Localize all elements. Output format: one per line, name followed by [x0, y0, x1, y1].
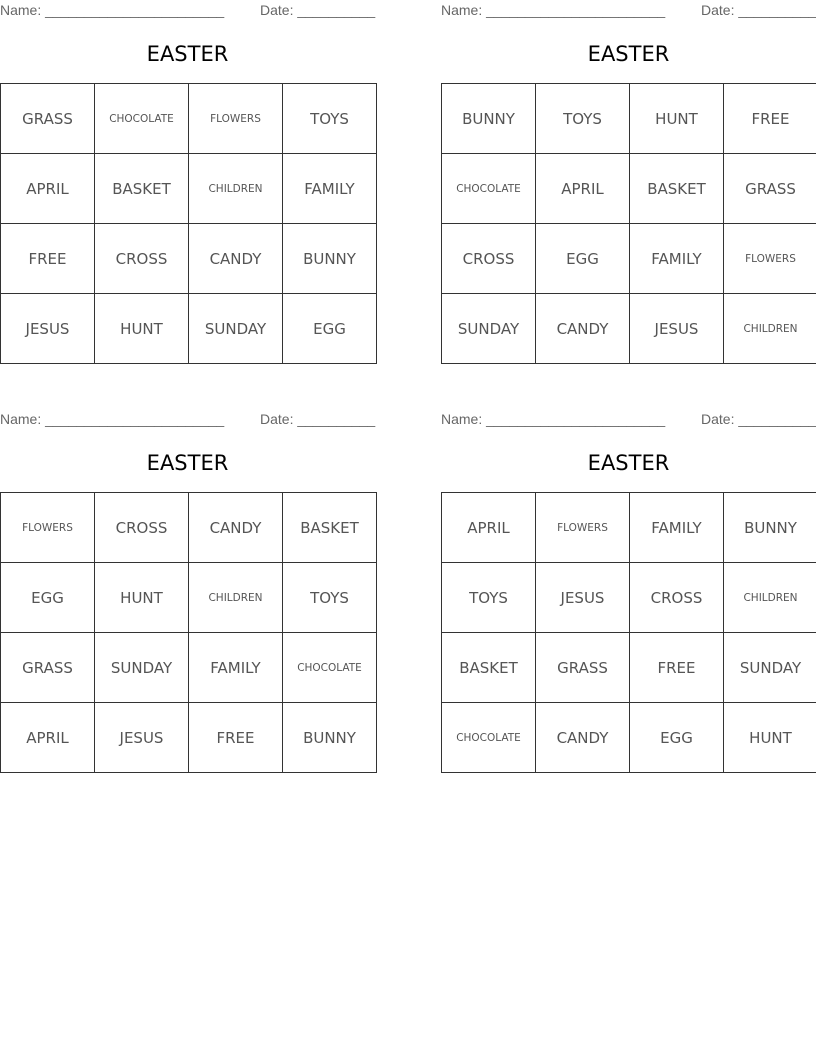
bingo-grid	[441, 83, 816, 364]
grid-cell: TOYS	[283, 563, 377, 633]
date-field[interactable]: Date: __________	[701, 411, 816, 427]
bingo-card-1	[0, 0, 376, 338]
name-field[interactable]: Name: _______________________	[441, 411, 666, 427]
card-title: EASTER	[146, 42, 229, 66]
date-field[interactable]: Date: __________	[260, 2, 376, 18]
grid-cell: CANDY	[189, 224, 283, 294]
grid-cell: TOYS	[283, 84, 377, 154]
grid-cell: SUNDAY	[442, 294, 536, 364]
name-date-row	[441, 409, 816, 431]
grid-cell: CANDY	[189, 493, 283, 563]
grid-cell: JESUS	[1, 294, 95, 364]
grid-row	[1, 563, 377, 633]
grid-cell: FREE	[1, 224, 95, 294]
grid-cell: HUNT	[95, 294, 189, 364]
grid-cell: EGG	[536, 224, 630, 294]
grid-cell: FAMILY	[630, 224, 724, 294]
grid-row	[1, 703, 377, 773]
bingo-card-3	[0, 409, 376, 747]
grid-cell: APRIL	[1, 703, 95, 773]
bingo-grid	[0, 83, 377, 364]
grid-row	[1, 493, 377, 563]
grid-cell: SUNDAY	[189, 294, 283, 364]
grid-cell: EGG	[283, 294, 377, 364]
grid-row	[1, 224, 377, 294]
grid-cell: FAMILY	[283, 154, 377, 224]
grid-row	[1, 633, 377, 703]
grid-cell: APRIL	[442, 493, 536, 563]
grid-cell: FREE	[189, 703, 283, 773]
grid-cell: FLOWERS	[189, 84, 283, 154]
grid-row	[442, 224, 816, 294]
card-title: EASTER	[587, 42, 670, 66]
grid-cell: CHOCOLATE	[95, 84, 189, 154]
grid-row	[1, 294, 377, 364]
grid-cell: APRIL	[536, 154, 630, 224]
grid-cell: FAMILY	[630, 493, 724, 563]
bingo-grid	[0, 492, 377, 773]
card-title: EASTER	[146, 451, 229, 475]
grid-cell: FREE	[630, 633, 724, 703]
grid-cell: CHOCOLATE	[283, 633, 377, 703]
card-title: EASTER	[587, 451, 670, 475]
grid-cell: JESUS	[95, 703, 189, 773]
grid-cell: TOYS	[536, 84, 630, 154]
grid-cell: CANDY	[536, 294, 630, 364]
grid-cell: EGG	[630, 703, 724, 773]
grid-cell: EGG	[1, 563, 95, 633]
grid-row	[442, 633, 816, 703]
grid-cell: HUNT	[630, 84, 724, 154]
grid-row	[442, 84, 816, 154]
grid-cell: CANDY	[536, 703, 630, 773]
grid-cell: FLOWERS	[1, 493, 95, 563]
name-field[interactable]: Name: _______________________	[0, 411, 225, 427]
grid-cell: CROSS	[95, 493, 189, 563]
grid-cell: HUNT	[724, 703, 816, 773]
grid-row	[442, 294, 816, 364]
grid-row	[442, 493, 816, 563]
grid-cell: SUNDAY	[95, 633, 189, 703]
name-field[interactable]: Name: _______________________	[441, 2, 666, 18]
grid-cell: BASKET	[442, 633, 536, 703]
grid-cell: CROSS	[442, 224, 536, 294]
name-field[interactable]: Name: _______________________	[0, 2, 225, 18]
grid-row	[442, 154, 816, 224]
name-date-row	[441, 0, 816, 22]
grid-cell: GRASS	[1, 633, 95, 703]
grid-cell: BASKET	[283, 493, 377, 563]
grid-cell: FREE	[724, 84, 816, 154]
grid-cell: CHOCOLATE	[442, 703, 536, 773]
name-date-row	[0, 0, 375, 22]
grid-cell: JESUS	[630, 294, 724, 364]
grid-cell: TOYS	[442, 563, 536, 633]
grid-cell: CHILDREN	[189, 154, 283, 224]
grid-cell: CHILDREN	[189, 563, 283, 633]
bingo-grid	[441, 492, 816, 773]
grid-cell: CHILDREN	[724, 294, 816, 364]
grid-cell: BUNNY	[724, 493, 816, 563]
date-field[interactable]: Date: __________	[260, 411, 376, 427]
bingo-card-2	[441, 0, 816, 338]
grid-cell: FLOWERS	[724, 224, 816, 294]
grid-cell: APRIL	[1, 154, 95, 224]
grid-cell: GRASS	[1, 84, 95, 154]
grid-cell: CHILDREN	[724, 563, 816, 633]
date-field[interactable]: Date: __________	[701, 2, 816, 18]
grid-row	[442, 703, 816, 773]
grid-cell: BUNNY	[283, 703, 377, 773]
grid-row	[1, 154, 377, 224]
grid-cell: BASKET	[630, 154, 724, 224]
grid-cell: GRASS	[536, 633, 630, 703]
grid-cell: SUNDAY	[724, 633, 816, 703]
grid-cell: FAMILY	[189, 633, 283, 703]
grid-cell: BASKET	[95, 154, 189, 224]
bingo-card-4	[441, 409, 816, 747]
grid-cell: BUNNY	[442, 84, 536, 154]
grid-cell: CROSS	[630, 563, 724, 633]
name-date-row	[0, 409, 375, 431]
grid-cell: CHOCOLATE	[442, 154, 536, 224]
grid-cell: HUNT	[95, 563, 189, 633]
grid-row	[1, 84, 377, 154]
grid-cell: FLOWERS	[536, 493, 630, 563]
grid-cell: JESUS	[536, 563, 630, 633]
grid-cell: CROSS	[95, 224, 189, 294]
grid-cell: GRASS	[724, 154, 816, 224]
grid-cell: BUNNY	[283, 224, 377, 294]
grid-row	[442, 563, 816, 633]
